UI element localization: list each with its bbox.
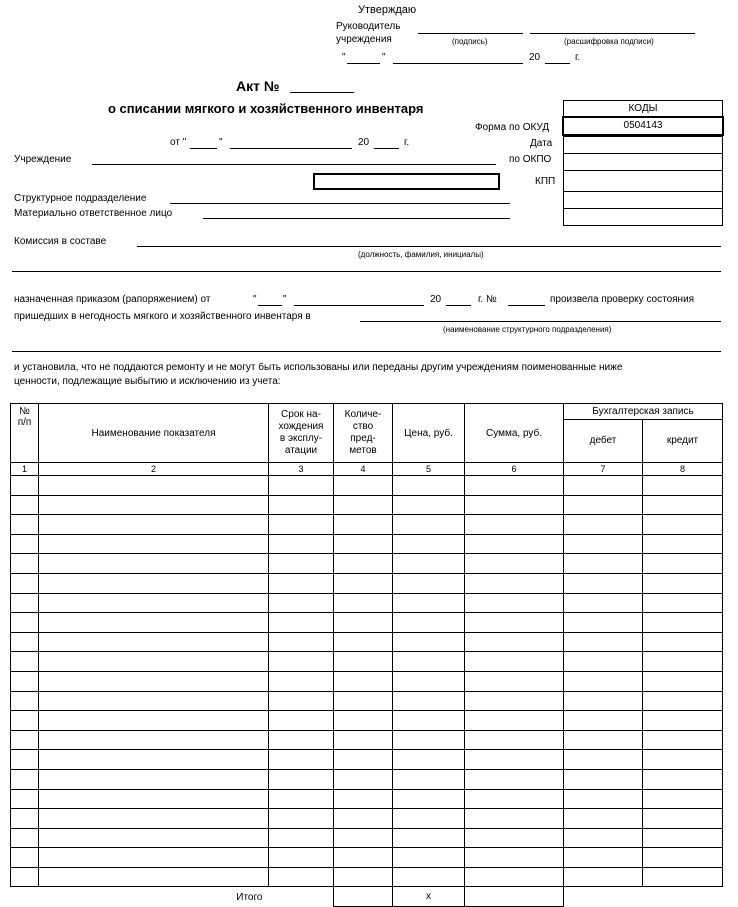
table-cell[interactable] <box>39 534 269 554</box>
table-cell[interactable] <box>564 730 643 750</box>
table-cell[interactable] <box>564 476 643 496</box>
table-cell[interactable] <box>269 495 334 515</box>
table-cell[interactable] <box>465 867 564 887</box>
okpo-code-cell[interactable] <box>564 153 722 170</box>
table-cell[interactable] <box>564 573 643 593</box>
table-cell[interactable] <box>465 750 564 770</box>
table-cell[interactable] <box>393 848 465 868</box>
table-cell[interactable] <box>465 828 564 848</box>
table-cell[interactable] <box>269 554 334 574</box>
table-cell[interactable] <box>334 476 393 496</box>
statement-line-1: и установила, что не поддаются ремонту и не могут быть использованы или переданы другим учреждениям поименованные ниже <box>14 362 623 373</box>
table-cell[interactable] <box>11 828 39 848</box>
table-cell[interactable] <box>269 613 334 633</box>
table-row <box>11 750 723 770</box>
table-cell[interactable] <box>564 789 643 809</box>
table-cell[interactable] <box>564 828 643 848</box>
table-header-row <box>11 404 723 420</box>
column-numbers-row <box>11 463 723 476</box>
table-cell[interactable] <box>643 573 723 593</box>
table-cell[interactable] <box>643 730 723 750</box>
table-cell[interactable] <box>334 534 393 554</box>
table-cell[interactable] <box>11 750 39 770</box>
order-month-line[interactable] <box>294 305 424 306</box>
table-cell[interactable] <box>643 867 723 887</box>
table-cell[interactable] <box>465 613 564 633</box>
act-month-line[interactable] <box>230 148 352 149</box>
table-cell[interactable] <box>393 515 465 535</box>
table-cell[interactable] <box>269 515 334 535</box>
order-quote-close: " <box>283 294 287 305</box>
total-sum-cell[interactable] <box>465 887 564 907</box>
table-cell[interactable] <box>334 769 393 789</box>
table-cell[interactable] <box>334 789 393 809</box>
table-cell[interactable] <box>564 632 643 652</box>
order-year-prefix: 20 <box>430 294 442 305</box>
table-cell[interactable] <box>564 613 643 633</box>
col-name-header: Наименование показателя <box>39 404 269 463</box>
table-cell[interactable] <box>564 750 643 770</box>
table-cell[interactable] <box>643 691 723 711</box>
statement-line-2: ценности, подлежащие выбытию и исключению из учета: <box>14 376 281 387</box>
table-cell[interactable] <box>334 515 393 535</box>
table-row <box>11 515 723 535</box>
order-division-line[interactable] <box>360 321 721 322</box>
date-code-cell[interactable] <box>564 136 722 153</box>
approval-day-line[interactable] <box>347 63 380 64</box>
table-cell[interactable] <box>11 613 39 633</box>
table-cell[interactable] <box>11 476 39 496</box>
table-cell[interactable] <box>269 632 334 652</box>
table-row <box>11 476 723 496</box>
table-cell[interactable] <box>269 769 334 789</box>
column-number: 2 <box>39 463 269 476</box>
table-row <box>11 534 723 554</box>
table-cell[interactable] <box>39 613 269 633</box>
table-cell[interactable] <box>269 691 334 711</box>
approval-quote-close: " <box>382 52 386 63</box>
col-debit-header: дебет <box>564 419 643 462</box>
table-cell[interactable] <box>564 534 643 554</box>
table-row <box>11 730 723 750</box>
table-cell[interactable] <box>643 515 723 535</box>
table-cell[interactable] <box>334 632 393 652</box>
kpp-code-cell[interactable] <box>564 170 722 191</box>
table-cell[interactable] <box>334 828 393 848</box>
table-cell[interactable] <box>465 789 564 809</box>
table-cell[interactable] <box>393 613 465 633</box>
table-cell[interactable] <box>643 476 723 496</box>
table-cell[interactable] <box>643 495 723 515</box>
column-number: 8 <box>643 463 723 476</box>
table-cell[interactable] <box>39 730 269 750</box>
order-division-line-2[interactable] <box>12 351 721 352</box>
table-cell[interactable] <box>269 711 334 731</box>
table-cell[interactable] <box>11 593 39 613</box>
table-cell[interactable] <box>39 711 269 731</box>
table-cell[interactable] <box>564 593 643 613</box>
table-cell[interactable] <box>39 632 269 652</box>
kpp-label: КПП <box>535 176 556 187</box>
table-row <box>11 691 723 711</box>
table-cell[interactable] <box>643 671 723 691</box>
date-label: Дата <box>530 138 553 149</box>
table-cell[interactable] <box>465 554 564 574</box>
act-subtitle: о списании мягкого и хозяйственного инвентаря <box>108 101 424 116</box>
table-row <box>11 495 723 515</box>
table-cell[interactable] <box>393 476 465 496</box>
table-cell[interactable] <box>564 495 643 515</box>
table-row <box>11 652 723 672</box>
total-quantity-cell[interactable] <box>334 887 393 907</box>
table-cell[interactable] <box>465 652 564 672</box>
table-cell[interactable] <box>643 613 723 633</box>
commission-line-2[interactable] <box>12 271 721 272</box>
table-cell[interactable] <box>465 573 564 593</box>
signature-caption: (подпись) <box>452 37 488 46</box>
head-label-line2: учреждения <box>336 34 392 45</box>
table-cell[interactable] <box>39 769 269 789</box>
table-row <box>11 613 723 633</box>
signature-decode-line[interactable] <box>530 33 695 34</box>
institution-line[interactable] <box>92 164 496 165</box>
table-cell[interactable] <box>269 789 334 809</box>
responsible-label: Материально ответственное лицо <box>14 208 173 219</box>
table-cell[interactable] <box>393 495 465 515</box>
table-cell[interactable] <box>11 632 39 652</box>
table-cell[interactable] <box>393 867 465 887</box>
extra-code-cell-2[interactable] <box>564 208 722 225</box>
table-cell[interactable] <box>11 573 39 593</box>
table-cell[interactable] <box>393 652 465 672</box>
table-cell[interactable] <box>334 573 393 593</box>
table-cell[interactable] <box>465 476 564 496</box>
table-cell[interactable] <box>39 495 269 515</box>
table-cell[interactable] <box>393 750 465 770</box>
table-cell[interactable] <box>393 730 465 750</box>
table-cell[interactable] <box>334 848 393 868</box>
okud-code-cell[interactable]: 0504143 <box>562 116 724 136</box>
table-cell[interactable] <box>643 809 723 829</box>
table-cell[interactable] <box>393 671 465 691</box>
table-cell[interactable] <box>334 691 393 711</box>
table-cell[interactable] <box>269 828 334 848</box>
column-number: 5 <box>393 463 465 476</box>
codes-header: КОДЫ <box>628 103 658 114</box>
col-term-header: Срок на- хождения в эксплу- атации <box>269 404 334 463</box>
table-cell[interactable] <box>564 671 643 691</box>
approval-year-suffix: г. <box>575 52 581 63</box>
table-cell[interactable] <box>643 828 723 848</box>
table-cell[interactable] <box>334 554 393 574</box>
table-cell[interactable] <box>643 534 723 554</box>
commission-caption: (должность, фамилия, инициалы) <box>358 250 484 259</box>
table-cell[interactable] <box>11 809 39 829</box>
table-cell[interactable] <box>334 495 393 515</box>
table-cell[interactable] <box>643 789 723 809</box>
table-cell[interactable] <box>11 691 39 711</box>
table-cell[interactable] <box>39 671 269 691</box>
table-cell[interactable] <box>11 867 39 887</box>
table-row <box>11 867 723 887</box>
table-cell[interactable] <box>39 750 269 770</box>
table-row <box>11 593 723 613</box>
table-row <box>11 789 723 809</box>
table-cell[interactable] <box>564 848 643 868</box>
table-cell[interactable] <box>643 593 723 613</box>
approval-title: Утверждаю <box>358 4 417 16</box>
table-cell[interactable] <box>11 671 39 691</box>
table-cell[interactable] <box>643 554 723 574</box>
table-cell[interactable] <box>39 652 269 672</box>
order-quote-open: " <box>253 294 257 305</box>
col-accounting-header: Бухгалтерская запись <box>564 404 723 420</box>
table-cell[interactable] <box>643 632 723 652</box>
table-cell[interactable] <box>334 867 393 887</box>
order-year-line[interactable] <box>446 305 471 306</box>
table-cell[interactable] <box>564 691 643 711</box>
table-cell[interactable] <box>465 671 564 691</box>
order-year-suffix: г. № <box>478 294 497 305</box>
table-cell[interactable] <box>11 769 39 789</box>
table-cell[interactable] <box>643 848 723 868</box>
total-label: Итого <box>236 891 263 903</box>
table-cell[interactable] <box>39 593 269 613</box>
table-cell[interactable] <box>39 476 269 496</box>
table-cell[interactable] <box>334 711 393 731</box>
responsible-line[interactable] <box>203 218 510 219</box>
table-cell[interactable] <box>39 848 269 868</box>
approval-year-line[interactable] <box>545 63 570 64</box>
table-cell[interactable] <box>39 867 269 887</box>
col-number-header: № п/п <box>11 404 39 463</box>
table-cell[interactable] <box>11 652 39 672</box>
table-cell[interactable] <box>393 573 465 593</box>
table-row <box>11 573 723 593</box>
table-cell[interactable] <box>334 613 393 633</box>
order-number-line[interactable] <box>508 305 545 306</box>
column-number: 3 <box>269 463 334 476</box>
table-cell[interactable] <box>39 573 269 593</box>
table-cell[interactable] <box>269 652 334 672</box>
table-cell[interactable] <box>334 652 393 672</box>
col-quantity-header: Количе- ство пред- метов <box>334 404 393 463</box>
table-cell[interactable] <box>334 750 393 770</box>
column-number: 7 <box>564 463 643 476</box>
approval-quote-open: " <box>342 52 346 63</box>
table-cell[interactable] <box>465 593 564 613</box>
table-cell[interactable] <box>11 495 39 515</box>
column-number: 6 <box>465 463 564 476</box>
col-sum-header: Сумма, руб. <box>465 404 564 463</box>
commission-line-1[interactable] <box>137 246 721 247</box>
act-title: Акт № <box>236 78 280 94</box>
table-cell[interactable] <box>643 769 723 789</box>
table-cell[interactable] <box>269 750 334 770</box>
table-row <box>11 711 723 731</box>
table-cell[interactable] <box>465 534 564 554</box>
commission-label: Комиссия в составе <box>14 236 107 247</box>
table-cell[interactable] <box>11 711 39 731</box>
table-cell[interactable] <box>334 730 393 750</box>
table-cell[interactable] <box>39 691 269 711</box>
table-cell[interactable] <box>564 809 643 829</box>
table-row <box>11 809 723 829</box>
table-cell[interactable] <box>39 828 269 848</box>
act-number-line[interactable] <box>290 92 354 93</box>
table-row <box>11 671 723 691</box>
table-cell[interactable] <box>465 495 564 515</box>
table-row <box>11 632 723 652</box>
table-cell[interactable] <box>643 711 723 731</box>
table-cell[interactable] <box>393 632 465 652</box>
division-line[interactable] <box>170 203 510 204</box>
table-cell[interactable] <box>39 515 269 535</box>
table-cell[interactable] <box>465 711 564 731</box>
table-cell[interactable] <box>269 848 334 868</box>
table-cell[interactable] <box>269 593 334 613</box>
column-number: 1 <box>11 463 39 476</box>
table-cell[interactable] <box>334 809 393 829</box>
approval-month-line[interactable] <box>393 63 523 64</box>
act-date-from-label: от " <box>170 137 187 148</box>
act-year-suffix: г. <box>404 137 410 148</box>
table-cell[interactable] <box>269 730 334 750</box>
table-cell[interactable] <box>269 476 334 496</box>
table-cell[interactable] <box>334 671 393 691</box>
approval-year-prefix: 20 <box>529 52 541 63</box>
table-cell[interactable] <box>269 573 334 593</box>
table-cell[interactable] <box>393 691 465 711</box>
act-year-line[interactable] <box>374 148 399 149</box>
inventory-table <box>10 403 723 907</box>
table-row <box>11 848 723 868</box>
table-cell[interactable] <box>465 632 564 652</box>
head-label-line1: Руководитель <box>336 21 401 32</box>
table-cell[interactable] <box>465 809 564 829</box>
table-cell[interactable] <box>11 554 39 574</box>
table-cell[interactable] <box>11 730 39 750</box>
table-row <box>11 828 723 848</box>
table-cell[interactable] <box>11 848 39 868</box>
table-cell[interactable] <box>564 652 643 672</box>
table-cell[interactable] <box>393 711 465 731</box>
order-day-line[interactable] <box>258 305 282 306</box>
col-price-header: Цена, руб. <box>393 404 465 463</box>
table-cell[interactable] <box>393 593 465 613</box>
table-cell[interactable] <box>564 554 643 574</box>
table-cell[interactable] <box>564 867 643 887</box>
table-cell[interactable] <box>465 691 564 711</box>
act-year-prefix: 20 <box>358 137 370 148</box>
order-appointed-label: назначенная приказом (рапоряжением) от <box>14 294 211 305</box>
table-cell[interactable] <box>11 534 39 554</box>
table-cell[interactable] <box>564 769 643 789</box>
okud-label: Форма по ОКУД <box>475 122 550 133</box>
division-label: Структурное подразделение <box>14 193 147 204</box>
table-cell[interactable] <box>393 534 465 554</box>
table-cell[interactable] <box>393 809 465 829</box>
extra-code-cell-1[interactable] <box>564 191 722 208</box>
table-cell[interactable] <box>269 671 334 691</box>
okpo-label: по ОКПО <box>509 154 552 165</box>
table-cell[interactable] <box>393 554 465 574</box>
table-cell[interactable] <box>465 515 564 535</box>
table-cell[interactable] <box>11 789 39 809</box>
total-row <box>11 887 723 907</box>
table-cell[interactable] <box>643 750 723 770</box>
table-cell[interactable] <box>465 848 564 868</box>
table-cell[interactable] <box>564 515 643 535</box>
table-cell[interactable] <box>393 769 465 789</box>
table-cell[interactable] <box>11 515 39 535</box>
table-cell[interactable] <box>269 534 334 554</box>
column-number: 4 <box>334 463 393 476</box>
order-tail-text: произвела проверку состояния <box>550 294 695 305</box>
table-cell[interactable] <box>465 769 564 789</box>
order-line2-text: пришедших в негодность мягкого и хозяйственного инвентаря в <box>14 311 311 322</box>
total-price-cell: х <box>393 887 465 907</box>
institution-label: Учреждение <box>14 154 72 165</box>
table-row <box>11 554 723 574</box>
inn-box[interactable] <box>313 173 500 190</box>
table-cell[interactable] <box>564 711 643 731</box>
table-cell[interactable] <box>643 652 723 672</box>
order-division-caption: (наименование структурного подразделения) <box>443 325 612 334</box>
signature-decode-caption: (расшифровка подписи) <box>564 37 654 46</box>
table-cell[interactable] <box>393 789 465 809</box>
table-cell[interactable] <box>39 554 269 574</box>
table-cell[interactable] <box>465 730 564 750</box>
col-credit-header: кредит <box>643 419 723 462</box>
signature-line[interactable] <box>418 33 523 34</box>
codes-box <box>563 100 723 226</box>
table-cell[interactable] <box>39 789 269 809</box>
table-cell[interactable] <box>39 809 269 829</box>
table-row <box>11 769 723 789</box>
table-cell[interactable] <box>269 809 334 829</box>
table-cell[interactable] <box>269 867 334 887</box>
table-cell[interactable] <box>334 593 393 613</box>
act-quote-close: " <box>219 137 223 148</box>
act-day-line[interactable] <box>190 148 217 149</box>
table-cell[interactable] <box>393 828 465 848</box>
